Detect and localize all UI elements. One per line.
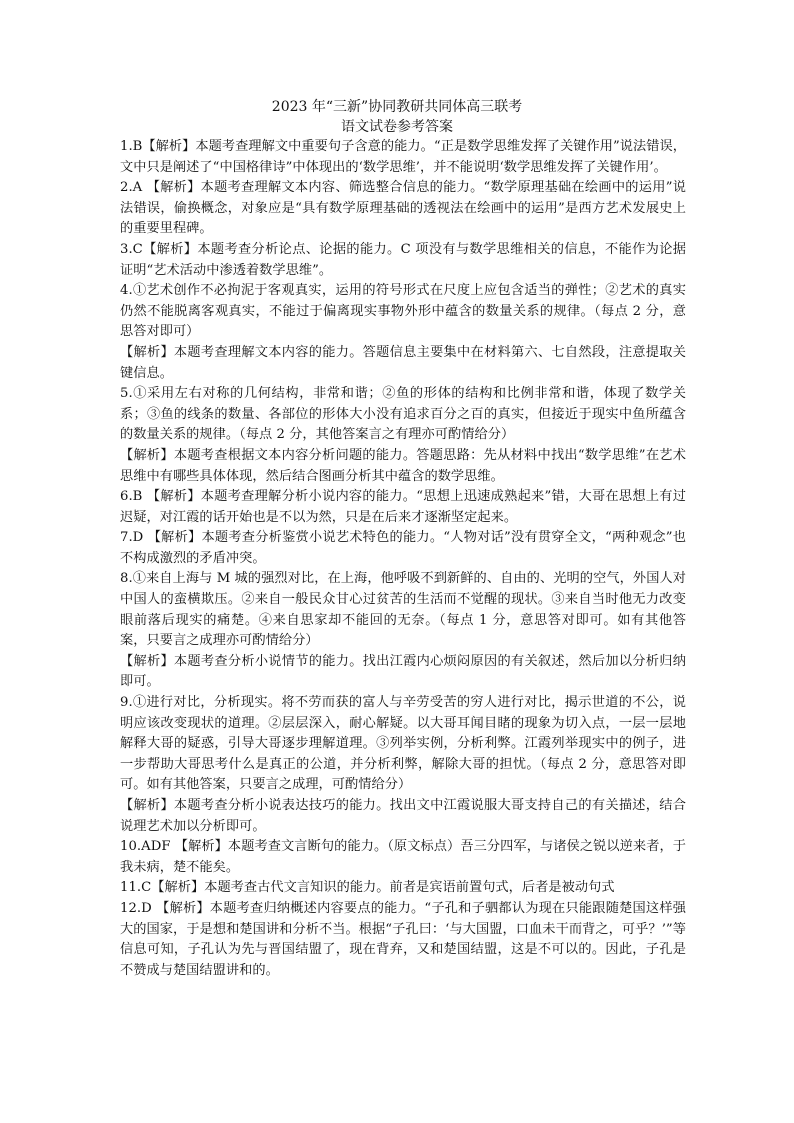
answer-5-analysis: 【解析】本题考查根据文本内容分析问题的能力。答题思路：先从材料中找出“数学思维”在艺术思维中有哪些具体体现，然后结合图画分析其中蕴含的数学思维。 bbox=[120, 447, 686, 484]
answer-7: 7.D 【解析】本题考查分析鉴赏小说艺术特色的能力。“人物对话”没有贯穿全文，“两种观念”也不构成激烈的矛盾冲突。 bbox=[120, 530, 686, 566]
page-subtitle: 语文试卷参考答案 bbox=[341, 119, 453, 135]
answer-4: 4.①艺术创作不必拘泥于客观真实，运用的符号形式在尺度上应包含适当的弹性；②艺术的真实仍然不能脱离客观真实，不能过于偏离现实事物外形中蕴含的数量关系的规律。（每点 2 分，意思答对即可） bbox=[120, 283, 686, 340]
page-title: 2023 年“三新”协同教研共同体高三联考 bbox=[271, 99, 523, 115]
answer-9-analysis: 【解析】本题考查分析小说表达技巧的能力。找出文中江霞说服大哥支持自己的有关描述，结合说理艺术加以分析即可。 bbox=[120, 798, 686, 834]
answer-5: 5.①采用左右对称的几何结构，非常和谐；②鱼的形体的结构和比例非常和谐，体现了数学关系；③鱼的线条的数量、各部位的形体大小没有追求百分之百的真实，但接近于现实中鱼所蕴含的数量关系的规律。（每点 2 分，其他答案言之有理亦可酌情给分） bbox=[120, 386, 686, 443]
answer-4-analysis: 【解析】本题考查理解文本内容的能力。答题信息主要集中在材料第六、七自然段，注意提取关键信息。 bbox=[120, 344, 686, 381]
answer-11: 11.C【解析】本题考查古代文言知识的能力。前者是宾语前置句式，后者是被动句式 bbox=[120, 880, 615, 896]
answer-6: 6.B 【解析】本题考查理解分析小说内容的能力。“思想上迅速成熟起来”错，大哥在思想上有过迟疑，对江霞的话开始也是不以为然，只是在后来才逐渐坚定起来。 bbox=[120, 489, 686, 525]
answer-9: 9.①进行对比，分析现实。将不劳而获的富人与辛劳受苦的穷人进行对比，揭示世道的不公，说明应该改变现状的道理。②层层深入，耐心解疑。以大哥耳闻目睹的现象为切入点，一层一层地解释大哥的疑惑，引导大哥逐步理解道理。③列举实例，分析利弊。江霞列举现实中的例子，进一步帮助大哥思考什么是真正的公道，并分析利弊，解除大哥的担忧。（每点 2 分，意思答对即可。如有其他答案，只要言之成理，可酌情给分） bbox=[120, 695, 686, 793]
answer-10: 10.ADF 【解析】本题考查文言断句的能力。（原文标点）吾三分四军，与诸侯之锐以逆来者，于我未病，楚不能矣。 bbox=[120, 839, 686, 875]
answer-2: 2.A 【解析】本题考查理解文本内容、筛选整合信息的能力。“数学原理基础在绘画中的运用”说法错误，偷换概念，对象应是“具有数学原理基础的透视法在绘画中的运用”是西方艺术发展史上的重要里程碑。 bbox=[120, 180, 686, 237]
answer-3: 3.C【解析】本题考查分析论点、论据的能力。C 项没有与数学思维相关的信息，不能作为论据证明“艺术活动中渗透着数学思维”。 bbox=[120, 241, 686, 278]
answer-12: 12.D 【解析】本题考查归纳概述内容要点的能力。“子孔和子驷都认为现在只能跟随楚国这样强大的国家，于是想和楚国讲和分析不当。根据“子孔曰：‘与大国盟，口血未干而背之，可乎？’”等信息可知，子孔认为先与晋国结盟了，现在背弃，又和楚国结盟，这是不可以的。因此，子孔是不赞成与楚国结盟讲和的。 bbox=[120, 900, 686, 978]
answer-8: 8.①来自上海与 M 城的强烈对比，在上海，他呼吸不到新鲜的、自由的、光明的空气，外国人对中国人的蛮横欺压。②来自一般民众甘心过贫苦的生活而不觉醒的现状。③来自当时他无力改变眼前落后现实的痛楚。④来自思家却不能回的无奈。（每点 1 分，意思答对即可。如有其他答案，只要言之成理亦可酌情给分） bbox=[120, 571, 686, 649]
answer-8-analysis: 【解析】本题考查分析小说情节的能力。找出江霞内心烦闷原因的有关叙述，然后加以分析归纳即可。 bbox=[120, 653, 686, 690]
answer-1: 1.B【解析】本题考查理解文中重要句子含意的能力。“正是数学思维发挥了关键作用”说法错误，文中只是阐述了“中国格律诗”中体现出的‘数学思维’，并不能说明‘数学思维发挥了关键作用’。 bbox=[120, 139, 686, 175]
answer-list bbox=[120, 137, 686, 981]
